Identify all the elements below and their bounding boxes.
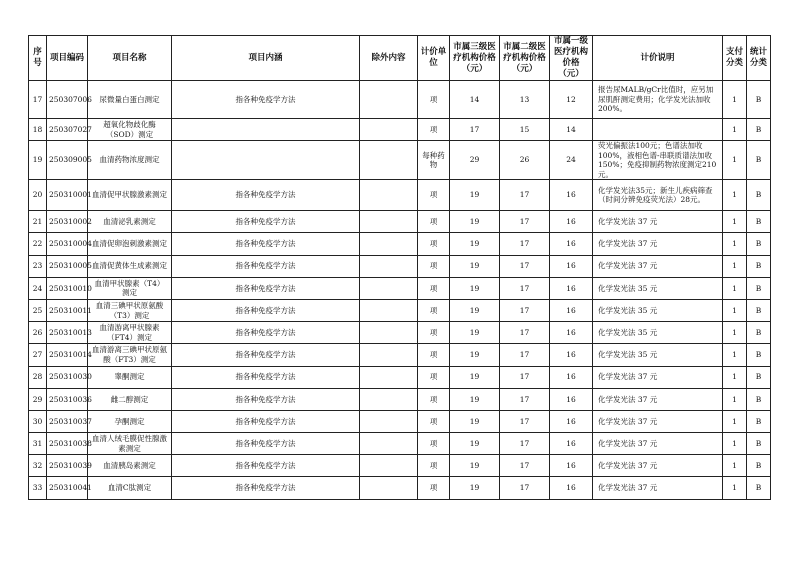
cell-seq: 33 <box>29 477 47 499</box>
cell-content <box>172 119 360 141</box>
cell-price-level2: 17 <box>500 180 550 211</box>
cell-excluded <box>360 344 418 366</box>
cell-note: 化学发光法 35 元 <box>593 322 723 344</box>
cell-unit: 项 <box>418 388 450 410</box>
cell-name: 血清甲状腺素（T4）测定 <box>88 277 172 299</box>
cell-price-level1: 16 <box>550 299 593 321</box>
header-price-level1: 市属一级医疗机构价格（元） <box>550 36 593 81</box>
cell-name: 雌二醇测定 <box>88 388 172 410</box>
cell-stat: B <box>747 233 771 255</box>
cell-unit: 项 <box>418 211 450 233</box>
cell-seq: 19 <box>29 141 47 180</box>
cell-price-level3: 19 <box>450 180 500 211</box>
cell-name: 血清三碘甲状原氨酸（T3）测定 <box>88 299 172 321</box>
cell-code: 250310036 <box>47 388 88 410</box>
cell-stat: B <box>747 211 771 233</box>
cell-seq: 24 <box>29 277 47 299</box>
cell-stat: B <box>747 119 771 141</box>
cell-seq: 27 <box>29 344 47 366</box>
cell-price-level1: 16 <box>550 277 593 299</box>
price-table <box>28 35 771 500</box>
cell-price-level1: 16 <box>550 366 593 388</box>
cell-code: 250310039 <box>47 455 88 477</box>
cell-content: 指各种免疫学方法 <box>172 211 360 233</box>
cell-code: 250310001 <box>47 180 88 211</box>
cell-price-level1: 16 <box>550 410 593 432</box>
cell-unit: 项 <box>418 366 450 388</box>
table-row <box>29 255 771 277</box>
cell-price-level3: 19 <box>450 433 500 455</box>
header-code: 项目编码 <box>47 36 88 81</box>
cell-stat: B <box>747 299 771 321</box>
cell-note: 化学发光法 37 元 <box>593 211 723 233</box>
cell-unit: 项 <box>418 299 450 321</box>
cell-code: 250310014 <box>47 344 88 366</box>
cell-seq: 18 <box>29 119 47 141</box>
cell-excluded <box>360 81 418 119</box>
cell-price-level1: 16 <box>550 455 593 477</box>
cell-stat: B <box>747 366 771 388</box>
cell-code: 250310038 <box>47 433 88 455</box>
table-row <box>29 455 771 477</box>
cell-name: 血清C肽测定 <box>88 477 172 499</box>
cell-note: 化学发光法 37 元 <box>593 477 723 499</box>
table-row <box>29 410 771 432</box>
header-pay: 支付分类 <box>723 36 747 81</box>
cell-seq: 25 <box>29 299 47 321</box>
cell-note: 化学发光法 37 元 <box>593 255 723 277</box>
cell-price-level1: 12 <box>550 81 593 119</box>
cell-stat: B <box>747 455 771 477</box>
cell-name: 孕酮测定 <box>88 410 172 432</box>
cell-stat: B <box>747 255 771 277</box>
cell-price-level2: 15 <box>500 119 550 141</box>
cell-pay: 1 <box>723 410 747 432</box>
cell-name: 血清泌乳素测定 <box>88 211 172 233</box>
cell-price-level3: 19 <box>450 366 500 388</box>
cell-pay: 1 <box>723 366 747 388</box>
cell-stat: B <box>747 141 771 180</box>
cell-price-level3: 19 <box>450 477 500 499</box>
table-row <box>29 233 771 255</box>
cell-content: 指各种免疫学方法 <box>172 410 360 432</box>
cell-pay: 1 <box>723 322 747 344</box>
cell-seq: 23 <box>29 255 47 277</box>
table-row <box>29 277 771 299</box>
cell-content: 指各种免疫学方法 <box>172 455 360 477</box>
cell-price-level2: 17 <box>500 388 550 410</box>
table-row <box>29 344 771 366</box>
cell-note: 化学发光法 35 元 <box>593 277 723 299</box>
cell-name: 血清促黄体生成素测定 <box>88 255 172 277</box>
cell-code: 250307027 <box>47 119 88 141</box>
cell-excluded <box>360 141 418 180</box>
cell-note: 化学发光法 35 元 <box>593 344 723 366</box>
cell-excluded <box>360 299 418 321</box>
cell-note <box>593 119 723 141</box>
cell-name: 尿微量白蛋白测定 <box>88 81 172 119</box>
cell-price-level2: 13 <box>500 81 550 119</box>
cell-price-level2: 17 <box>500 410 550 432</box>
cell-price-level1: 16 <box>550 388 593 410</box>
table-row <box>29 433 771 455</box>
cell-content: 指各种免疫学方法 <box>172 277 360 299</box>
cell-excluded <box>360 477 418 499</box>
cell-price-level1: 16 <box>550 433 593 455</box>
cell-note: 报告尿MALB/gCr比值时，应另加尿肌酐测定费用；化学发光法加收200%。 <box>593 81 723 119</box>
cell-excluded <box>360 180 418 211</box>
cell-pay: 1 <box>723 299 747 321</box>
cell-content: 指各种免疫学方法 <box>172 477 360 499</box>
cell-stat: B <box>747 433 771 455</box>
header-unit: 计价单位 <box>418 36 450 81</box>
cell-content: 指各种免疫学方法 <box>172 433 360 455</box>
table-row <box>29 366 771 388</box>
header-row <box>29 36 771 81</box>
header-stat: 统计分类 <box>747 36 771 81</box>
cell-pay: 1 <box>723 344 747 366</box>
cell-price-level2: 17 <box>500 233 550 255</box>
cell-excluded <box>360 277 418 299</box>
cell-note: 化学发光法35元；新生儿疾病筛查（时间分辨免疫荧光法）28元。 <box>593 180 723 211</box>
cell-price-level3: 19 <box>450 277 500 299</box>
cell-seq: 31 <box>29 433 47 455</box>
cell-note: 化学发光法 37 元 <box>593 455 723 477</box>
table-row <box>29 81 771 119</box>
cell-content: 指各种免疫学方法 <box>172 322 360 344</box>
cell-unit: 项 <box>418 233 450 255</box>
cell-seq: 22 <box>29 233 47 255</box>
cell-name: 血清游离三碘甲状原氨酸（FT3）测定 <box>88 344 172 366</box>
cell-unit: 项 <box>418 477 450 499</box>
cell-code: 250307006 <box>47 81 88 119</box>
cell-content: 指各种免疫学方法 <box>172 81 360 119</box>
cell-seq: 21 <box>29 211 47 233</box>
cell-unit: 项 <box>418 322 450 344</box>
cell-price-level3: 19 <box>450 344 500 366</box>
cell-content: 指各种免疫学方法 <box>172 299 360 321</box>
cell-unit: 每种药物 <box>418 141 450 180</box>
cell-price-level3: 29 <box>450 141 500 180</box>
cell-price-level3: 19 <box>450 410 500 432</box>
cell-excluded <box>360 255 418 277</box>
cell-code: 250310005 <box>47 255 88 277</box>
cell-price-level2: 17 <box>500 433 550 455</box>
cell-price-level3: 17 <box>450 119 500 141</box>
cell-seq: 32 <box>29 455 47 477</box>
cell-pay: 1 <box>723 180 747 211</box>
cell-name: 血清游离甲状腺素（FT4）测定 <box>88 322 172 344</box>
cell-code: 250310010 <box>47 277 88 299</box>
cell-price-level2: 17 <box>500 455 550 477</box>
cell-price-level2: 17 <box>500 366 550 388</box>
cell-seq: 17 <box>29 81 47 119</box>
cell-price-level3: 19 <box>450 211 500 233</box>
cell-unit: 项 <box>418 255 450 277</box>
cell-seq: 29 <box>29 388 47 410</box>
cell-note: 化学发光法 37 元 <box>593 410 723 432</box>
cell-pay: 1 <box>723 141 747 180</box>
table-row <box>29 299 771 321</box>
cell-note: 化学发光法 37 元 <box>593 388 723 410</box>
cell-price-level1: 16 <box>550 477 593 499</box>
cell-code: 250309005 <box>47 141 88 180</box>
header-content: 项目内涵 <box>172 36 360 81</box>
cell-excluded <box>360 388 418 410</box>
cell-price-level2: 17 <box>500 322 550 344</box>
cell-unit: 项 <box>418 344 450 366</box>
cell-price-level1: 16 <box>550 344 593 366</box>
cell-stat: B <box>747 180 771 211</box>
cell-price-level2: 17 <box>500 477 550 499</box>
cell-note: 化学发光法 37 元 <box>593 433 723 455</box>
header-name: 项目名称 <box>88 36 172 81</box>
cell-seq: 20 <box>29 180 47 211</box>
cell-code: 250310004 <box>47 233 88 255</box>
table-row <box>29 119 771 141</box>
cell-excluded <box>360 211 418 233</box>
header-note: 计价说明 <box>593 36 723 81</box>
cell-excluded <box>360 455 418 477</box>
cell-stat: B <box>747 322 771 344</box>
cell-excluded <box>360 366 418 388</box>
cell-content: 指各种免疫学方法 <box>172 344 360 366</box>
cell-note: 荧光偏振法100元；色谱法加收100%，液相色谱-串联质谱法加收150%；免疫抑制药物浓度测定210元。 <box>593 141 723 180</box>
cell-name: 超氧化物歧化酶（SOD）测定 <box>88 119 172 141</box>
header-price-level3: 市属三级医疗机构价格（元） <box>450 36 500 81</box>
cell-price-level2: 17 <box>500 299 550 321</box>
cell-name: 血清药物浓度测定 <box>88 141 172 180</box>
cell-name: 血清人绒毛膜促性腺激素测定 <box>88 433 172 455</box>
table-row <box>29 211 771 233</box>
cell-price-level3: 19 <box>450 388 500 410</box>
cell-content: 指各种免疫学方法 <box>172 366 360 388</box>
cell-stat: B <box>747 81 771 119</box>
cell-name: 血清促卵泡刺激素测定 <box>88 233 172 255</box>
cell-stat: B <box>747 344 771 366</box>
cell-pay: 1 <box>723 255 747 277</box>
cell-name: 血清促甲状腺激素测定 <box>88 180 172 211</box>
table-row <box>29 180 771 211</box>
cell-excluded <box>360 119 418 141</box>
cell-content: 指各种免疫学方法 <box>172 255 360 277</box>
cell-price-level3: 19 <box>450 455 500 477</box>
cell-price-level3: 19 <box>450 299 500 321</box>
cell-unit: 项 <box>418 433 450 455</box>
cell-excluded <box>360 322 418 344</box>
cell-unit: 项 <box>418 180 450 211</box>
cell-pay: 1 <box>723 277 747 299</box>
cell-code: 250310013 <box>47 322 88 344</box>
cell-unit: 项 <box>418 119 450 141</box>
table-row <box>29 141 771 180</box>
cell-pay: 1 <box>723 433 747 455</box>
cell-price-level1: 16 <box>550 233 593 255</box>
cell-content: 指各种免疫学方法 <box>172 233 360 255</box>
cell-pay: 1 <box>723 233 747 255</box>
cell-price-level3: 19 <box>450 233 500 255</box>
cell-stat: B <box>747 277 771 299</box>
cell-price-level1: 16 <box>550 322 593 344</box>
cell-price-level3: 19 <box>450 255 500 277</box>
cell-code: 250310030 <box>47 366 88 388</box>
cell-stat: B <box>747 477 771 499</box>
cell-seq: 30 <box>29 410 47 432</box>
cell-unit: 项 <box>418 277 450 299</box>
cell-code: 250310037 <box>47 410 88 432</box>
header-price-level2: 市属二级医疗机构价格（元） <box>500 36 550 81</box>
header-seq: 序号 <box>29 36 47 81</box>
cell-excluded <box>360 410 418 432</box>
cell-price-level3: 19 <box>450 322 500 344</box>
cell-pay: 1 <box>723 455 747 477</box>
table-row <box>29 388 771 410</box>
cell-pay: 1 <box>723 119 747 141</box>
cell-excluded <box>360 433 418 455</box>
cell-price-level1: 24 <box>550 141 593 180</box>
cell-pay: 1 <box>723 388 747 410</box>
cell-price-level2: 26 <box>500 141 550 180</box>
cell-stat: B <box>747 410 771 432</box>
cell-code: 250310041 <box>47 477 88 499</box>
cell-note: 化学发光法 37 元 <box>593 233 723 255</box>
cell-price-level2: 17 <box>500 344 550 366</box>
cell-price-level1: 16 <box>550 255 593 277</box>
cell-pay: 1 <box>723 477 747 499</box>
cell-unit: 项 <box>418 410 450 432</box>
cell-pay: 1 <box>723 211 747 233</box>
cell-price-level1: 16 <box>550 180 593 211</box>
cell-price-level1: 14 <box>550 119 593 141</box>
cell-unit: 项 <box>418 455 450 477</box>
cell-content: 指各种免疫学方法 <box>172 388 360 410</box>
table-row <box>29 477 771 499</box>
cell-code: 250310002 <box>47 211 88 233</box>
cell-content: 指各种免疫学方法 <box>172 180 360 211</box>
table-row <box>29 322 771 344</box>
cell-price-level2: 17 <box>500 277 550 299</box>
cell-note: 化学发光法 37 元 <box>593 366 723 388</box>
cell-seq: 26 <box>29 322 47 344</box>
cell-pay: 1 <box>723 81 747 119</box>
cell-price-level2: 17 <box>500 255 550 277</box>
cell-seq: 28 <box>29 366 47 388</box>
cell-name: 血清胰岛素测定 <box>88 455 172 477</box>
cell-price-level3: 14 <box>450 81 500 119</box>
cell-content <box>172 141 360 180</box>
header-excluded: 除外内容 <box>360 36 418 81</box>
cell-name: 睾酮测定 <box>88 366 172 388</box>
cell-price-level1: 16 <box>550 211 593 233</box>
cell-code: 250310011 <box>47 299 88 321</box>
cell-note: 化学发光法 35 元 <box>593 299 723 321</box>
cell-unit: 项 <box>418 81 450 119</box>
cell-price-level2: 17 <box>500 211 550 233</box>
cell-stat: B <box>747 388 771 410</box>
cell-excluded <box>360 233 418 255</box>
